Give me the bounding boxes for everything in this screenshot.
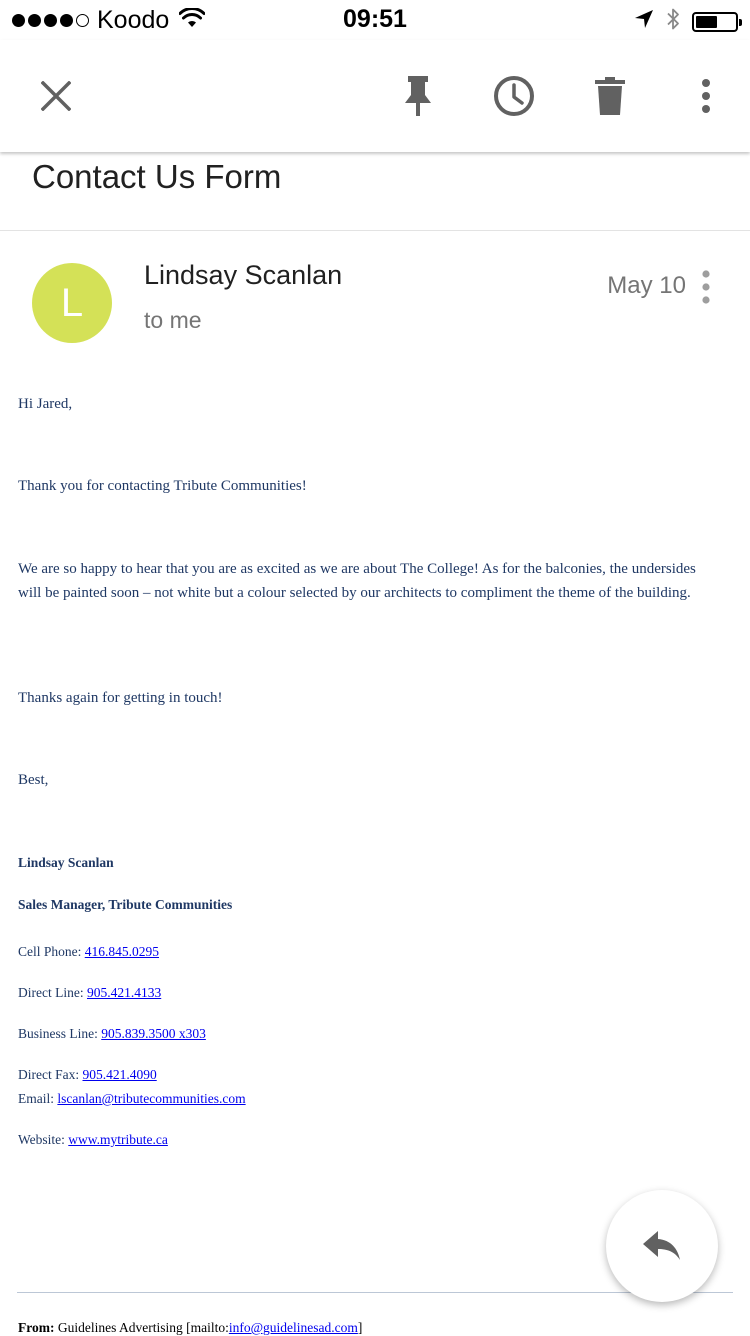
status-bar bbox=[0, 0, 750, 40]
business-label: Business Line: bbox=[18, 1026, 102, 1041]
signature-email bbox=[18, 1089, 246, 1109]
email-subject: Contact Us Form bbox=[32, 158, 282, 195]
cell-label: Cell Phone: bbox=[18, 944, 85, 959]
fax-label: Direct Fax: bbox=[18, 1067, 83, 1082]
signature-direct-fax bbox=[18, 1065, 157, 1085]
battery-icon bbox=[692, 12, 738, 32]
email-link[interactable]: lscanlan@tributecommunities.com bbox=[57, 1091, 246, 1106]
signature-cell-phone bbox=[18, 942, 159, 962]
signature-business-line bbox=[18, 1024, 206, 1044]
from-label: From: bbox=[18, 1320, 55, 1335]
signature-website bbox=[18, 1130, 168, 1150]
from-close: ] bbox=[357, 1320, 363, 1335]
business-line-link[interactable]: 905.839.3500 x303 bbox=[101, 1026, 206, 1041]
signature-name: Lindsay Scanlan bbox=[18, 855, 114, 870]
bluetooth-icon bbox=[666, 7, 680, 36]
website-link[interactable]: www.mytribute.ca bbox=[68, 1132, 168, 1147]
close-button[interactable] bbox=[24, 64, 88, 128]
recipient-line[interactable]: to me bbox=[144, 307, 202, 333]
subject-header bbox=[0, 154, 750, 231]
pin-icon bbox=[403, 76, 433, 116]
location-arrow-icon bbox=[634, 9, 654, 34]
direct-line-link[interactable]: 905.421.4133 bbox=[86, 985, 162, 1000]
sender-name[interactable]: Lindsay Scanlan bbox=[144, 260, 343, 290]
quoted-divider bbox=[17, 1292, 733, 1293]
email-label: Email: bbox=[18, 1091, 58, 1106]
email-toolbar bbox=[0, 40, 750, 152]
signature-direct-line bbox=[18, 983, 161, 1003]
status-right bbox=[634, 7, 738, 36]
battery-level bbox=[696, 16, 717, 28]
sender-avatar[interactable] bbox=[32, 263, 112, 343]
more-vert-icon bbox=[701, 270, 711, 304]
reply-button[interactable] bbox=[606, 1190, 718, 1302]
message-more-button[interactable] bbox=[690, 266, 722, 308]
body-paragraph: Thank you for contacting Tribute Communities! bbox=[18, 478, 307, 494]
overflow-menu-button[interactable] bbox=[674, 64, 738, 128]
more-vert-icon bbox=[701, 79, 711, 113]
closing: Best, bbox=[18, 772, 49, 788]
body-paragraph: We are so happy to hear that you are as excited as we are about The College! As for the balconies, the undersides will be painted soon – not white but a colour selected by our architects to compliment the theme of the building. bbox=[18, 561, 696, 601]
cell-phone-link[interactable]: 416.845.0295 bbox=[84, 944, 159, 959]
signature-title: Sales Manager, Tribute Communities bbox=[18, 897, 233, 912]
delete-button[interactable] bbox=[578, 64, 642, 128]
carrier-name: Koodo bbox=[97, 6, 170, 34]
email-date: May 10 bbox=[607, 272, 686, 299]
pin-button[interactable] bbox=[386, 64, 450, 128]
avatar-initial: L bbox=[60, 280, 84, 325]
snooze-icon bbox=[493, 75, 535, 117]
body-paragraph: Thanks again for getting in touch! bbox=[18, 690, 223, 706]
greeting: Hi Jared, bbox=[18, 396, 73, 412]
status-time: 09:51 bbox=[343, 5, 407, 33]
reply-icon bbox=[643, 1231, 681, 1261]
direct-fax-link[interactable]: 905.421.4090 bbox=[82, 1067, 157, 1082]
battery-cap bbox=[739, 19, 742, 26]
website-label: Website: bbox=[18, 1132, 69, 1147]
snooze-button[interactable] bbox=[482, 64, 546, 128]
from-email-link[interactable]: info@guidelinesad.com bbox=[228, 1320, 358, 1335]
delete-icon bbox=[595, 77, 625, 115]
close-icon bbox=[41, 81, 71, 111]
from-text: Guidelines Advertising [mailto: bbox=[54, 1320, 229, 1335]
direct-label: Direct Line: bbox=[18, 985, 87, 1000]
